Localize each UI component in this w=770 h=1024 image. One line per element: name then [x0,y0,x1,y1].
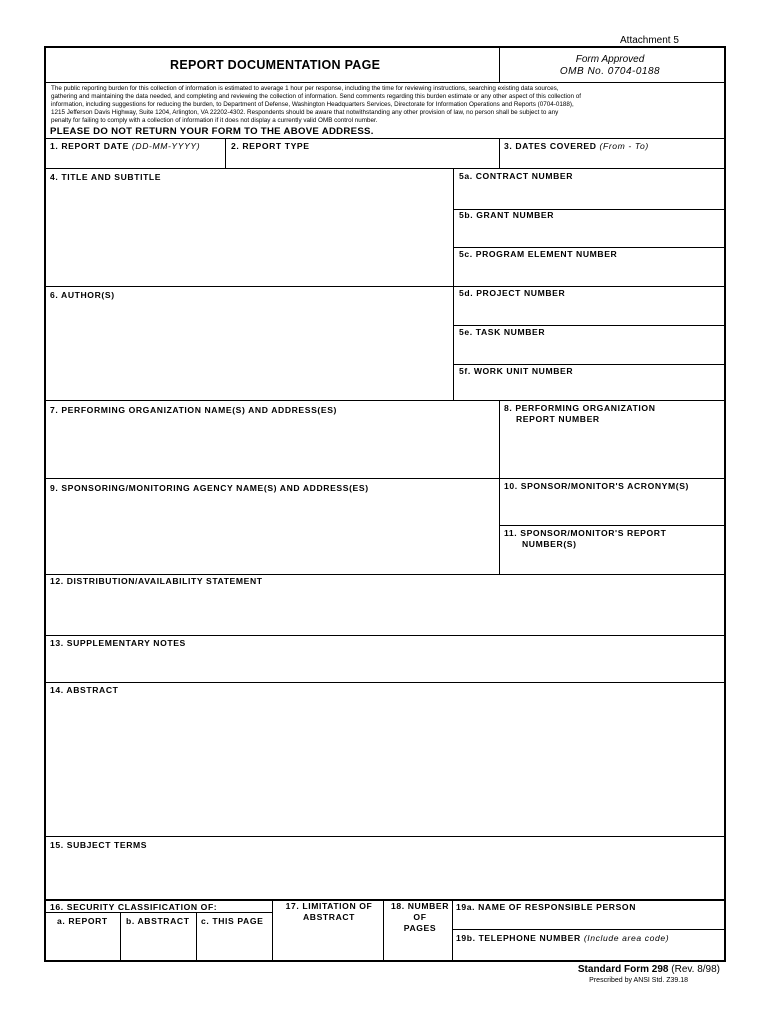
abstract-label: 14. ABSTRACT [50,685,119,695]
work-unit-label: 5f. WORK UNIT NUMBER [459,366,574,376]
standard-form-name: Standard Form 298 [577,964,669,975]
divider-14 [46,836,726,837]
divider-17 [272,899,273,961]
divider-5c [46,286,726,287]
divider-5f [46,400,726,401]
dates-covered-field[interactable] [501,153,723,167]
number-pages-line3: PAGES [403,923,437,933]
sponsor-acronym-field[interactable] [501,494,723,524]
report-type-label: 2. REPORT TYPE [231,141,310,151]
form-title: REPORT DOCUMENTATION PAGE [170,58,381,72]
divider-11 [46,574,726,575]
distribution-field[interactable] [47,590,723,634]
work-unit-field[interactable] [455,379,723,399]
form-approved-text: Form Approved [575,54,645,65]
notice-divider [46,138,726,139]
project-number-field[interactable] [455,301,723,325]
security-classification-label: 16. SECURITY CLASSIFICATION OF: [50,902,218,912]
subject-terms-label: 15. SUBJECT TERMS [50,840,148,850]
burden-line-5: penalty for failing to comply with a collection of information if it does not display a currently valid OMB control number. [51,117,378,124]
row1-bottom [46,168,726,169]
sponsor-report-number-field[interactable] [501,552,723,573]
contract-number-label: 5a. CONTRACT NUMBER [459,171,574,181]
number-of-pages-field[interactable] [385,938,451,959]
limitation-field[interactable] [274,928,382,959]
subject-terms-field[interactable] [47,854,723,898]
divider-5b [453,247,726,248]
title-subtitle-label: 4. TITLE AND SUBTITLE [50,172,162,182]
program-element-field[interactable] [455,262,723,286]
telephone-label-text: 19b. TELEPHONE NUMBER [456,933,581,943]
limitation-line1: 17. LIMITATION OF [285,901,373,911]
divider-7 [46,478,726,479]
standard-form-footer [520,964,720,975]
limitation-label [276,901,382,923]
class-this-page-label: c. THIS PAGE [201,916,264,926]
performing-org-report-field[interactable] [501,428,723,477]
sponsoring-agency-field[interactable] [47,497,498,573]
burden-statement [51,85,721,125]
class-this-page-field[interactable] [198,930,271,959]
burden-line-4: 1215 Jefferson Davis Highway, Suite 1204, Arlington, VA 22202-4302. Respondents should be aware that notwithstanding any other provision of law, no person shall be subject to any [51,109,559,116]
program-element-label: 5c. PROGRAM ELEMENT NUMBER [459,249,618,259]
dates-covered-label: 3. DATES COVERED [504,141,597,151]
project-number-label: 5d. PROJECT NUMBER [459,288,566,298]
class-abstract-field[interactable] [122,930,195,959]
performing-org-report-label [504,403,656,425]
class-abstract-label: b. ABSTRACT [126,916,190,926]
form-border-left [44,46,46,962]
form-border-top [44,46,726,48]
authors-label: 6. AUTHOR(S) [50,290,115,300]
title-subtitle-field[interactable] [47,186,452,284]
limitation-line2: ABSTRACT [302,912,356,922]
performing-org-report-line1: 8. PERFORMING ORGANIZATION [504,403,656,413]
row1-divider-b [499,138,500,168]
report-date-hint: (DD-MM-YYYY) [131,141,201,151]
task-number-field[interactable] [455,340,723,364]
row1-divider-a [225,138,226,168]
omb-number: OMB No. 0704-0188 [559,66,661,77]
performing-org-field[interactable] [47,419,498,477]
header-divider-vertical [499,48,500,82]
number-pages-line2: OF [413,912,427,922]
telephone-field[interactable] [454,945,723,959]
prescribed-by: Prescribed by ANSI Std. Z39.18 [589,977,688,984]
distribution-label: 12. DISTRIBUTION/AVAILABILITY STATEMENT [50,576,263,586]
number-pages-line1: 18. NUMBER [390,901,450,911]
sponsor-acronym-label: 10. SPONSOR/MONITOR'S ACRONYM(S) [504,481,690,491]
burden-line-2: gathering and maintaining the data needed, and completing and reviewing the collection of information. Send comments regarding this burden estimate or any other aspect of this collection of [51,93,581,100]
do-not-return-notice: PLEASE DO NOT RETURN YOUR FORM TO THE ABOVE ADDRESS. [50,126,374,137]
form-border-right [724,46,726,962]
burden-line-1: The public reporting burden for this collection of information is estimated to average 1 hour per response, including the time for reviewing instructions, searching existing data sources, [51,85,559,92]
sponsor-report-number-label [504,528,666,550]
form-border-bottom [44,960,726,962]
supplementary-notes-label: 13. SUPPLEMENTARY NOTES [50,638,186,648]
report-type-field[interactable] [227,153,498,167]
dates-covered-hint: (From - To) [599,141,649,151]
standard-form-rev: (Rev. 8/98) [671,964,720,975]
divider-5e [453,364,726,365]
supplementary-notes-field[interactable] [47,652,723,681]
class-report-label: a. REPORT [57,916,108,926]
block7-divider-vertical [499,400,500,575]
divider-5d [453,325,726,326]
divider-12 [46,635,726,636]
divider-16a [120,912,121,960]
sponsor-report-line2: NUMBER(S) [522,539,577,549]
divider-18 [383,899,384,961]
divider-13 [46,682,726,683]
report-date-label: 1. REPORT DATE [50,141,129,151]
number-of-pages-label [385,901,455,934]
divider-19 [452,899,453,961]
divider-16b [196,912,197,960]
field-1-label [50,141,200,152]
divider-19a [452,929,726,930]
responsible-person-label: 19a. NAME OF RESPONSIBLE PERSON [456,902,637,912]
performing-org-report-line2: REPORT NUMBER [516,414,600,424]
abstract-field[interactable] [47,699,723,835]
divider-10 [499,525,726,526]
header-divider [46,82,726,83]
telephone-label [456,933,669,944]
contract-number-field[interactable] [455,184,723,208]
telephone-hint: (Include area code) [583,933,670,943]
grant-number-label: 5b. GRANT NUMBER [459,210,555,220]
block5-divider-vertical [453,168,454,400]
sponsoring-agency-label: 9. SPONSORING/MONITORING AGENCY NAME(S) AND ADDRESS(ES) [50,483,369,493]
performing-org-label: 7. PERFORMING ORGANIZATION NAME(S) AND ADDRESS(ES) [50,405,338,415]
class-report-field[interactable] [47,930,119,959]
grant-number-field[interactable] [455,223,723,247]
divider-16-sub [46,912,272,913]
report-date-field[interactable] [47,153,224,167]
attachment-label: Attachment 5 [620,35,679,46]
burden-line-3: information, including suggestions for reducing the burden, to Department of Defense, Washington Headquarters Services, Directorate for Information Operations and Reports (0704-0188), [51,101,574,108]
responsible-person-field[interactable] [454,914,723,928]
task-number-label: 5e. TASK NUMBER [459,327,546,337]
authors-field[interactable] [47,303,452,399]
sponsor-report-line1: 11. SPONSOR/MONITOR'S REPORT [504,528,667,538]
field-3-label [504,141,649,152]
